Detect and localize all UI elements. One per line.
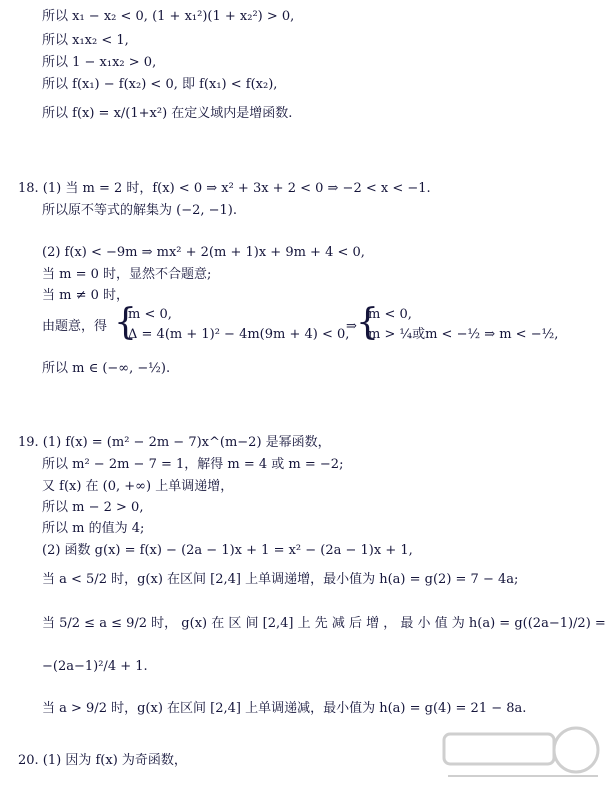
text-line: (2) f(x) < −9m ⇒ mx² + 2(m + 1)x + 9m + 4 < 0, xyxy=(42,245,365,260)
text-line: 所以 m² − 2m − 7 = 1，解得 m = 4 或 m = −2; xyxy=(42,457,344,472)
text-line: (2) 函数 g(x) = f(x) − (2a − 1)x + 1 = x² − (2a − 1)x + 1, xyxy=(42,543,413,558)
text-line: 所以 m ∈ (−∞, −½). xyxy=(42,361,171,376)
text-line: 所以 x₁x₂ < 1, xyxy=(42,33,129,48)
system-line: m > ¼或m < −½ ⇒ m < −½, xyxy=(368,327,559,342)
text-line: 当 m ≠ 0 时， xyxy=(42,288,130,303)
text-line: 当 a > 9/2 时，g(x) 在区间 [2,4] 上单调递减，最小值为 h(a) = g(4) = 21 − 8a. xyxy=(42,701,527,716)
text-line: 所以 m − 2 > 0, xyxy=(42,500,144,515)
text-line: 所以 f(x) = x/(1+x²) 在定义域内是增函数. xyxy=(42,106,293,121)
text-line: 所以 m 的值为 4; xyxy=(42,521,145,536)
system-line: m < 0, xyxy=(128,307,172,322)
text-line: 当 m = 0 时，显然不合题意; xyxy=(42,267,212,282)
text-line: 由题意，得 xyxy=(42,319,108,334)
implies-symbol: ⇒ xyxy=(346,319,357,334)
system-line: Δ = 4(m + 1)² − 4m(9m + 4) < 0, xyxy=(128,327,350,342)
text-line: 所以 x₁ − x₂ < 0, (1 + x₁²)(1 + x₂²) > 0, xyxy=(42,9,295,24)
system-line: m < 0, xyxy=(368,307,412,322)
text-line: 所以原不等式的解集为 (−2, −1). xyxy=(42,203,238,218)
watermark-logo-icon xyxy=(438,724,608,784)
left-brace-icon: { xyxy=(356,302,379,343)
text-line: −(2a−1)²/4 + 1. xyxy=(42,659,148,674)
left-brace-icon: { xyxy=(114,302,137,343)
text-line: 所以 f(x₁) − f(x₂) < 0, 即 f(x₁) < f(x₂), xyxy=(42,77,278,92)
problem-19-line: 19. (1) f(x) = (m² − 2m − 7)x^(m−2) 是幂函数， xyxy=(18,435,331,450)
text-line: 所以 1 − x₁x₂ > 0, xyxy=(42,55,157,70)
text-line: 又 f(x) 在 (0, +∞) 上单调递增， xyxy=(42,479,234,494)
problem-20-line: 20. (1) 因为 f(x) 为奇函数， xyxy=(18,753,187,768)
text-line: 当 a < 5/2 时，g(x) 在区间 [2,4] 上单调递增，最小值为 h(a) = g(2) = 7 − 4a; xyxy=(42,572,519,587)
problem-18-line: 18. (1) 当 m = 2 时，f(x) < 0 ⇒ x² + 3x + 2 < 0 ⇒ −2 < x < −1. xyxy=(18,181,431,196)
text-line: 当 5/2 ≤ a ≤ 9/2 时， g(x) 在 区 间 [2,4] 上 先 减 后 增 ， 最 小 值 为 h(a) = g((2a−1)/2) = xyxy=(42,616,606,631)
